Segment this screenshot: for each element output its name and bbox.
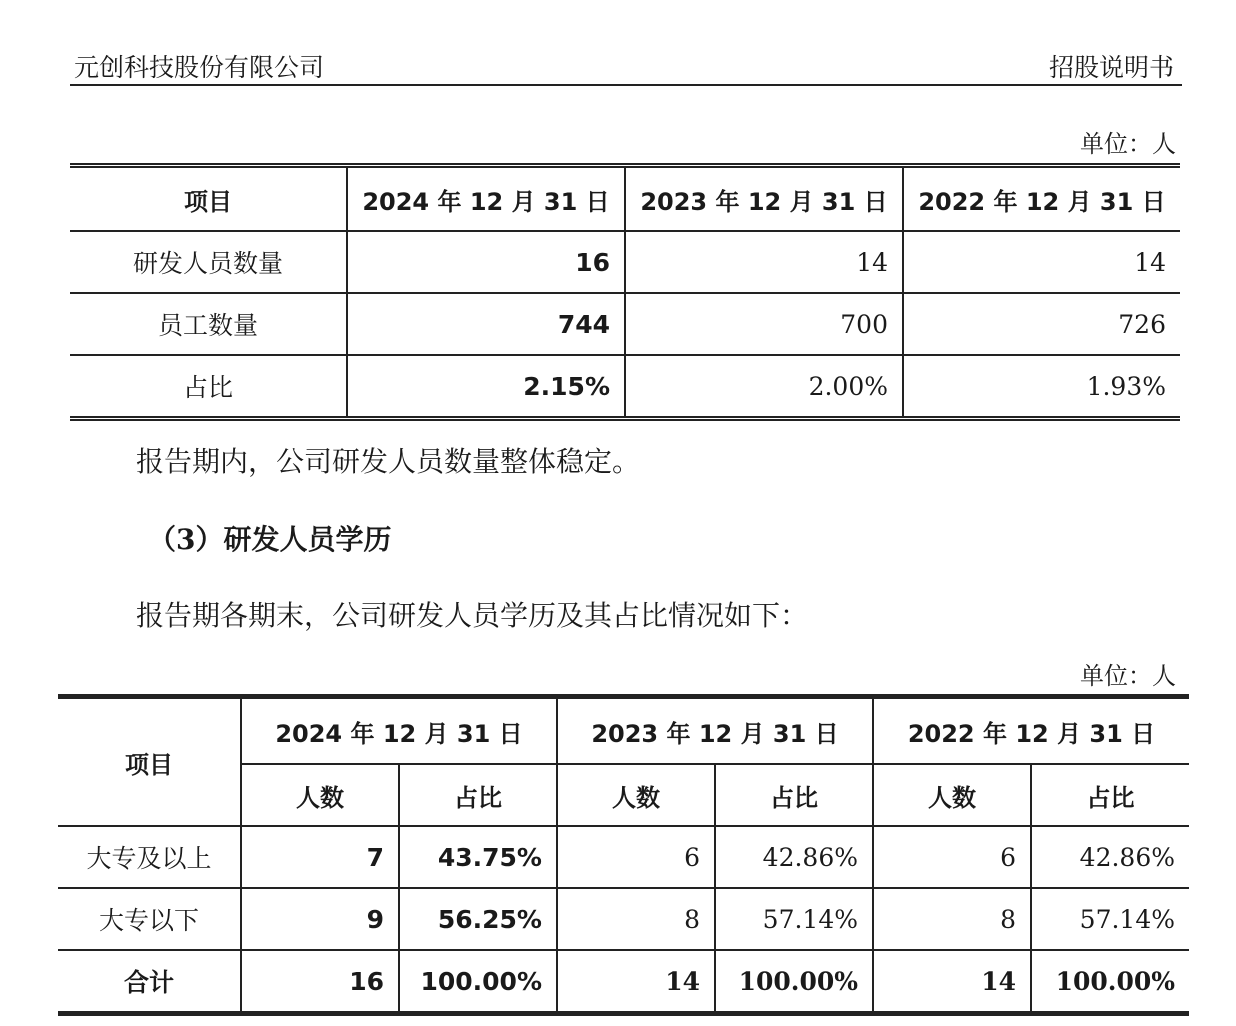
column-header: 人数 [241, 764, 399, 826]
cell-value: 14 [873, 950, 1031, 1014]
rd-staff-table [70, 163, 1180, 421]
cell-value: 43.75% [399, 826, 557, 888]
table-row [70, 231, 1180, 293]
cell-value: 2.00% [625, 355, 903, 419]
column-header: 人数 [873, 764, 1031, 826]
column-header: 占比 [715, 764, 873, 826]
table1-unit: 单位：人 [1080, 130, 1176, 158]
table-row [70, 293, 1180, 355]
row-label: 大专及以上 [58, 826, 241, 888]
cell-value: 726 [903, 293, 1180, 355]
table-header-row [70, 166, 1180, 232]
cell-value: 56.25% [399, 888, 557, 950]
row-label: 大专以下 [58, 888, 241, 950]
column-header: 2023 年 12 月 31 日 [625, 166, 903, 232]
row-label: 研发人员数量 [70, 231, 347, 293]
cell-value: 1.93% [903, 355, 1180, 419]
cell-value: 57.14% [1031, 888, 1189, 950]
paragraph: 报告期各期末，公司研发人员学历及其占比情况如下： [136, 599, 809, 632]
year-header: 2023 年 12 月 31 日 [557, 697, 873, 765]
cell-value: 57.14% [715, 888, 873, 950]
table-header-row [58, 697, 1189, 765]
table-row [58, 826, 1189, 888]
column-header: 占比 [1031, 764, 1189, 826]
cell-value: 42.86% [1031, 826, 1189, 888]
cell-value: 100.00% [715, 950, 873, 1014]
column-header: 项目 [70, 166, 347, 232]
cell-value: 42.86% [715, 826, 873, 888]
cell-value: 8 [873, 888, 1031, 950]
column-header: 项目 [58, 697, 241, 827]
cell-value: 6 [557, 826, 715, 888]
cell-value: 7 [241, 826, 399, 888]
page-header [70, 44, 1182, 86]
cell-value: 6 [873, 826, 1031, 888]
column-header: 人数 [557, 764, 715, 826]
cell-value: 14 [903, 231, 1180, 293]
cell-value: 100.00% [399, 950, 557, 1014]
section-title: （3）研发人员学历 [148, 523, 392, 556]
cell-value: 16 [241, 950, 399, 1014]
cell-value: 8 [557, 888, 715, 950]
company-name: 元创科技股份有限公司 [74, 53, 325, 82]
cell-value: 14 [557, 950, 715, 1014]
cell-value: 9 [241, 888, 399, 950]
rd-education-table [58, 694, 1189, 1016]
table-row [70, 355, 1180, 419]
cell-value: 2.15% [347, 355, 625, 419]
cell-value: 744 [347, 293, 625, 355]
column-header: 占比 [399, 764, 557, 826]
document-type: 招股说明书 [1048, 53, 1174, 82]
column-header: 2022 年 12 月 31 日 [903, 166, 1180, 232]
year-header: 2022 年 12 月 31 日 [873, 697, 1189, 765]
cell-value: 14 [625, 231, 903, 293]
table2-unit: 单位：人 [1080, 662, 1176, 690]
table-total-row [58, 950, 1189, 1014]
row-label: 合计 [58, 950, 241, 1014]
row-label: 占比 [70, 355, 347, 419]
paragraph: 报告期内，公司研发人员数量整体稳定。 [136, 445, 641, 478]
year-header: 2024 年 12 月 31 日 [241, 697, 557, 765]
cell-value: 16 [347, 231, 625, 293]
column-header: 2024 年 12 月 31 日 [347, 166, 625, 232]
table-row [58, 888, 1189, 950]
row-label: 员工数量 [70, 293, 347, 355]
cell-value: 700 [625, 293, 903, 355]
cell-value: 100.00% [1031, 950, 1189, 1014]
